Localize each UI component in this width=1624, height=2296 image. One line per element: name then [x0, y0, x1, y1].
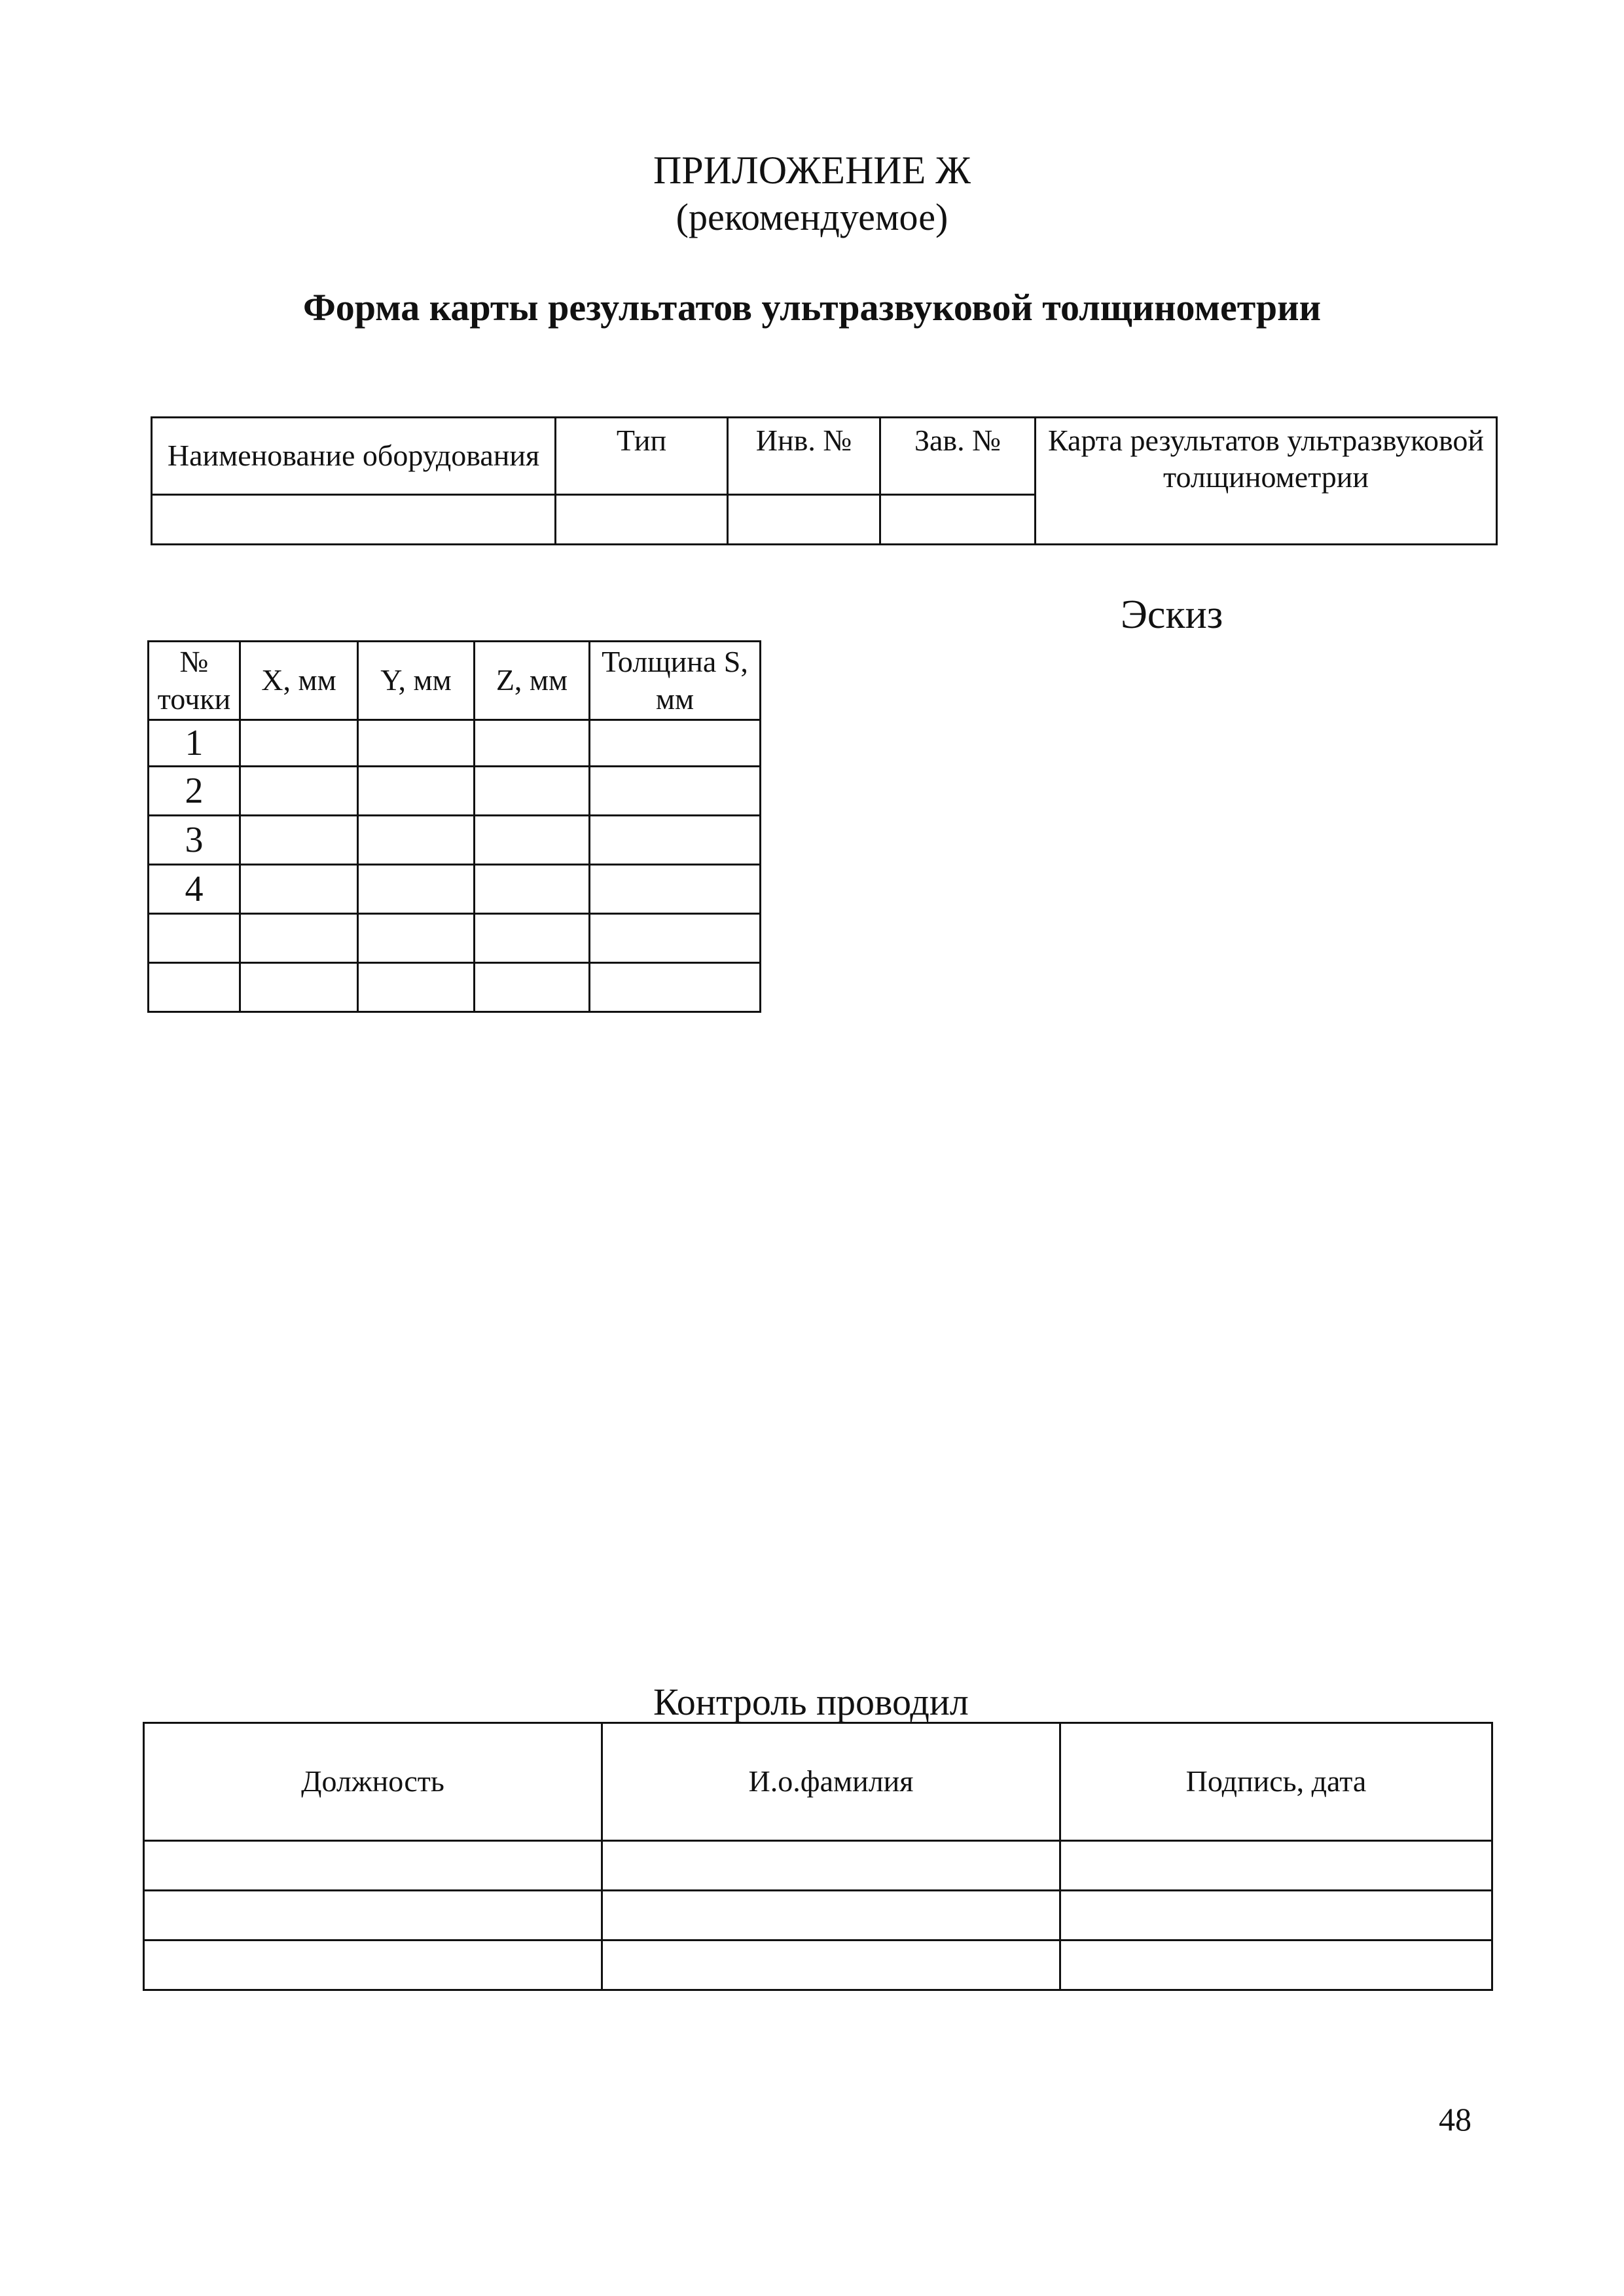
point-number-cell: 2	[149, 767, 240, 816]
serial-number-cell[interactable]	[880, 495, 1036, 545]
x-value-cell[interactable]	[240, 720, 358, 767]
z-value-cell[interactable]	[475, 720, 590, 767]
full-name-cell[interactable]	[602, 1841, 1060, 1891]
control-table	[143, 1722, 1493, 1991]
point-number-cell	[149, 963, 240, 1012]
thickness-value-cell[interactable]	[590, 720, 761, 767]
x-value-cell[interactable]	[240, 767, 358, 816]
form-title: Форма карты результатов ультразвуковой толщинометрии	[302, 286, 1321, 329]
points-table	[147, 640, 761, 1013]
y-value-cell[interactable]	[358, 816, 475, 865]
appendix-title: ПРИЛОЖЕНИЕ Ж	[653, 149, 971, 192]
equipment-name-cell[interactable]	[152, 495, 556, 545]
x-coord-header: X, мм	[240, 642, 358, 720]
equipment-table	[151, 416, 1498, 545]
signature-date-header: Подпись, дата	[1060, 1723, 1492, 1841]
position-cell[interactable]	[144, 1841, 602, 1891]
y-coord-header: Y, мм	[358, 642, 475, 720]
x-value-cell[interactable]	[240, 914, 358, 963]
control-label: Контроль проводил	[653, 1681, 969, 1723]
position-cell[interactable]	[144, 1941, 602, 1990]
thickness-value-cell[interactable]	[590, 767, 761, 816]
signature-date-cell[interactable]	[1060, 1891, 1492, 1941]
z-value-cell[interactable]	[475, 865, 590, 914]
position-header: Должность	[144, 1723, 602, 1841]
x-value-cell[interactable]	[240, 865, 358, 914]
signature-date-cell[interactable]	[1060, 1941, 1492, 1990]
z-value-cell[interactable]	[475, 963, 590, 1012]
point-number-cell: 1	[149, 720, 240, 767]
page-number: 48	[1439, 2101, 1471, 2138]
position-cell[interactable]	[144, 1891, 602, 1941]
inventory-number-cell[interactable]	[728, 495, 880, 545]
equipment-name-header: Наименование оборудования	[152, 418, 556, 495]
point-number-cell	[149, 914, 240, 963]
full-name-header: И.о.фамилия	[602, 1723, 1060, 1841]
sketch-label: Эскиз	[1121, 592, 1223, 637]
y-value-cell[interactable]	[358, 720, 475, 767]
appendix-subtitle: (рекомендуемое)	[676, 196, 948, 238]
x-value-cell[interactable]	[240, 963, 358, 1012]
y-value-cell[interactable]	[358, 914, 475, 963]
thickness-value-cell[interactable]	[590, 963, 761, 1012]
thickness-value-cell[interactable]	[590, 865, 761, 914]
point-number-header: № точки	[149, 642, 240, 720]
y-value-cell[interactable]	[358, 767, 475, 816]
z-coord-header: Z, мм	[475, 642, 590, 720]
inventory-number-header: Инв. №	[728, 418, 880, 495]
thickness-value-cell[interactable]	[590, 914, 761, 963]
x-value-cell[interactable]	[240, 816, 358, 865]
point-number-cell: 3	[149, 816, 240, 865]
z-value-cell[interactable]	[475, 816, 590, 865]
equipment-type-cell[interactable]	[556, 495, 728, 545]
thickness-value-cell[interactable]	[590, 816, 761, 865]
serial-number-header: Зав. №	[880, 418, 1036, 495]
equipment-type-header: Тип	[556, 418, 728, 495]
thickness-header: Толщина S, мм	[590, 642, 761, 720]
signature-date-cell[interactable]	[1060, 1841, 1492, 1891]
card-title-cell: Карта результатов ультразвуковой толщинометрии	[1036, 418, 1497, 545]
full-name-cell[interactable]	[602, 1891, 1060, 1941]
point-number-cell: 4	[149, 865, 240, 914]
z-value-cell[interactable]	[475, 767, 590, 816]
y-value-cell[interactable]	[358, 963, 475, 1012]
full-name-cell[interactable]	[602, 1941, 1060, 1990]
z-value-cell[interactable]	[475, 914, 590, 963]
y-value-cell[interactable]	[358, 865, 475, 914]
